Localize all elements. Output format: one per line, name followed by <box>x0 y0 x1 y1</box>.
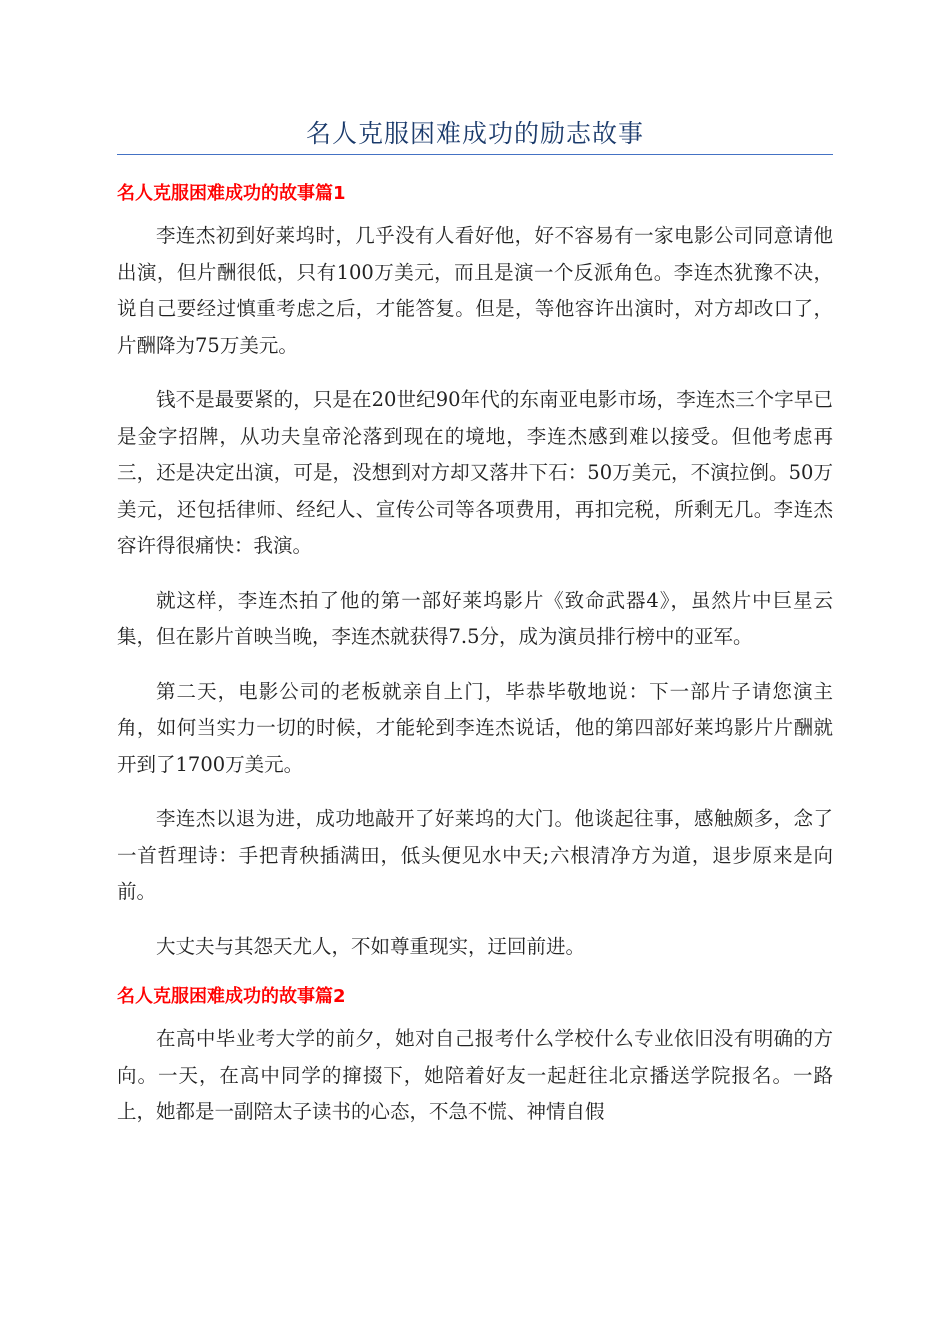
story-section-1 <box>117 180 833 965</box>
document-page <box>117 0 833 1131</box>
title-underline <box>117 154 833 155</box>
paragraph: 李连杰初到好莱坞时，几乎没有人看好他，好不容易有一家电影公司同意请他出演，但片酬很低，只有100万美元，而且是演一个反派角色。李连杰犹豫不决，说自己要经过慎重考虑之后，才能答复。但是，等他容许出演时，对方却改口了，片酬降为75万美元。 <box>117 224 833 357</box>
paragraph: 在高中毕业考大学的前夕，她对自己报考什么学校什么专业依旧没有明确的方向。一天，在高中同学的撺掇下，她陪着好友一起赶往北京播送学院报名。一路上，她都是一副陪太子读书的心态，不急不慌、神情自假 <box>117 1027 833 1123</box>
section-heading: 名人克服困难成功的故事篇1 <box>117 183 346 204</box>
paragraph: 李连杰以退为进，成功地敲开了好莱坞的大门。他谈起往事，感触颇多，念了一首哲理诗：手把青秧插满田，低头便见水中天;六根清净方为道，退步原来是向前。 <box>117 807 833 903</box>
story-section-2 <box>117 983 833 1131</box>
paragraph: 第二天，电影公司的老板就亲自上门，毕恭毕敬地说：下一部片子请您演主角，如何当实力一切的时候，才能轮到李连杰说话，他的第四部好莱坞影片片酬就开到了1700万美元。 <box>117 679 833 776</box>
section-heading: 名人克服困难成功的故事篇2 <box>117 986 346 1007</box>
paragraph: 就这样，李连杰拍了他的第一部好莱坞影片《致命武器4》，虽然片中巨星云集，但在影片首映当晚，李连杰就获得7.5分，成为演员排行榜中的亚军。 <box>117 588 833 648</box>
document-title: 名人克服困难成功的励志故事 <box>305 119 644 148</box>
paragraph: 钱不是最要紧的，只是在20世纪90年代的东南亚电影市场，李连杰三个字早已是金字招牌，从功夫皇帝沦落到现在的境地，李连杰感到难以接受。但他考虑再三，还是决定出演，可是，没想到对方却又落井下石：50万美元，不演拉倒。50万美元，还包括律师、经纪人、宣传公司等各项费用，再扣完税，所剩无几。李连杰容许得很痛快：我演。 <box>117 388 833 557</box>
paragraph: 大丈夫与其怨天尤人，不如尊重现实，迂回前进。 <box>156 934 586 958</box>
